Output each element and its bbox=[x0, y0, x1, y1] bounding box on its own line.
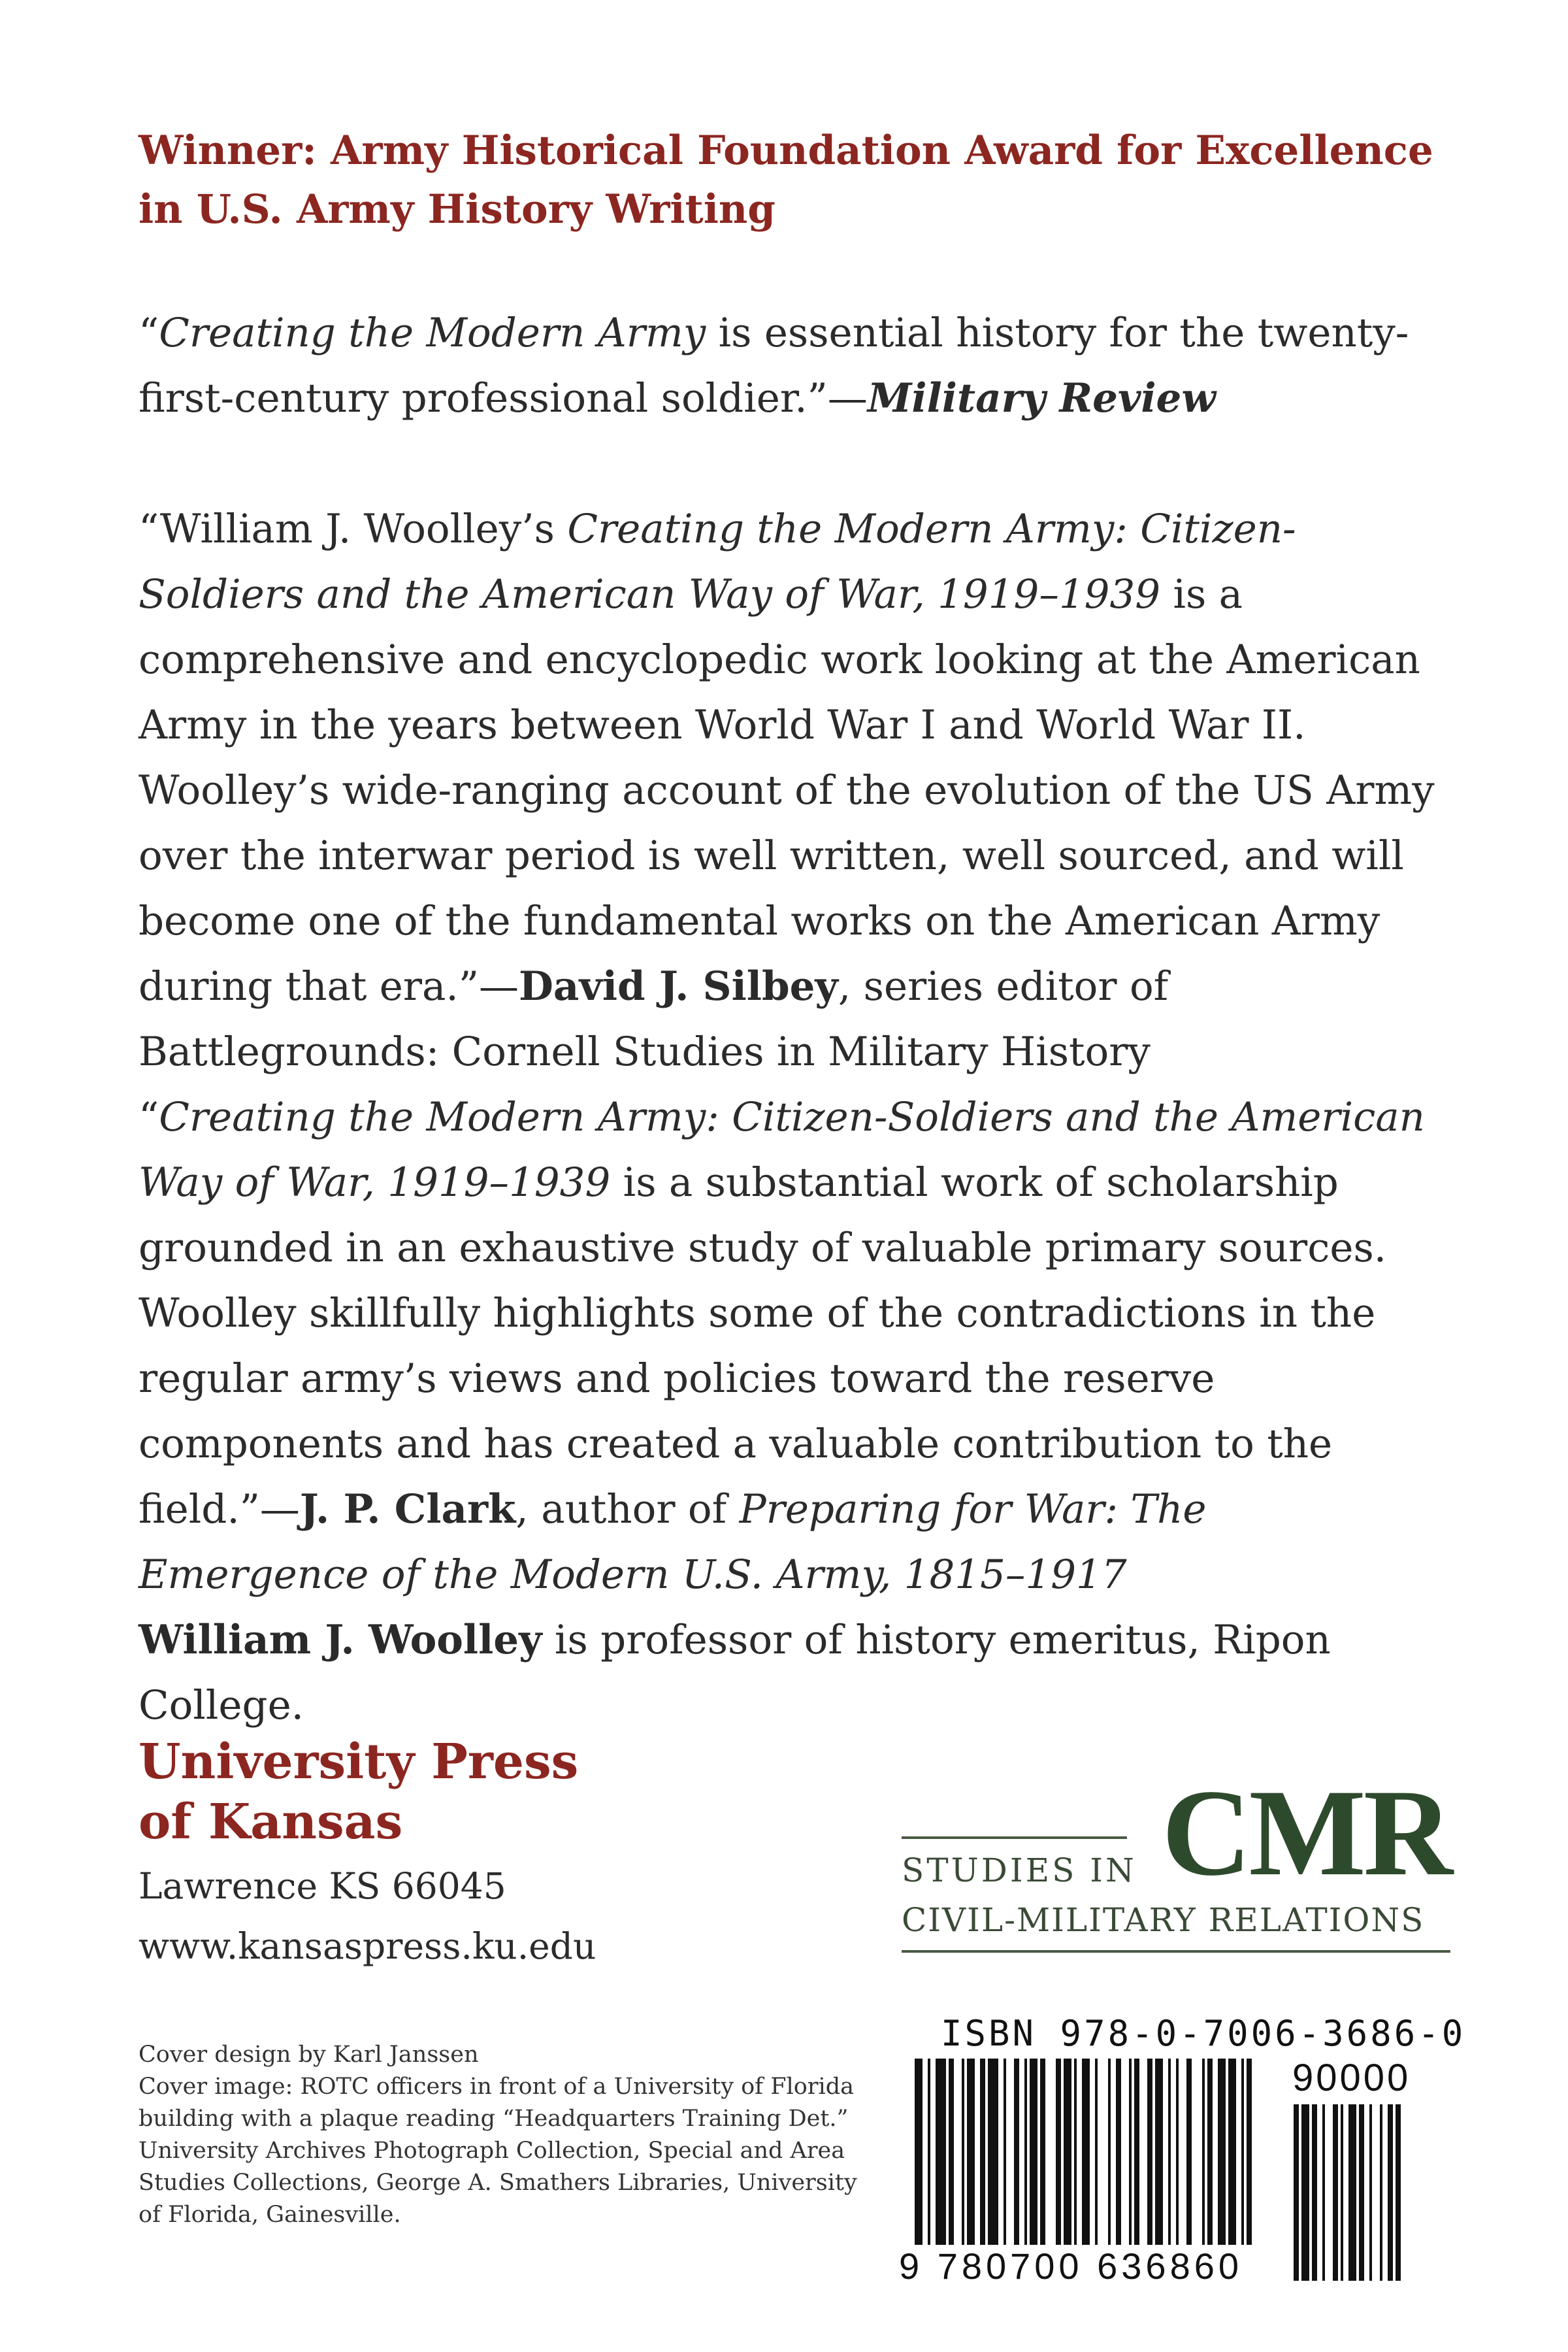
barcode-addon-bar bbox=[1312, 2104, 1317, 2281]
publisher-name-line-1: University Press bbox=[139, 1734, 579, 1790]
bio-text: is professor of history emeritus, Ripon College. bbox=[139, 1617, 1331, 1729]
barcode-addon-bar bbox=[1294, 2104, 1299, 2281]
barcode-bar bbox=[1186, 2059, 1192, 2245]
publisher-name bbox=[139, 1732, 578, 1852]
barcode-bar bbox=[1147, 2059, 1152, 2245]
barcode-bar bbox=[915, 2059, 923, 2245]
barcode-digits: 9 780700 636860 bbox=[899, 2245, 1243, 2287]
barcode-bar bbox=[967, 2059, 975, 2245]
review-quote-3 bbox=[139, 1085, 1445, 1608]
quote-source: Military Review bbox=[867, 375, 1216, 422]
barcode-bar bbox=[1176, 2059, 1179, 2245]
logo-rule-top bbox=[902, 1836, 1127, 1839]
barcode-bar bbox=[988, 2059, 998, 2245]
barcode-bar bbox=[1116, 2059, 1121, 2245]
quote-text: is a comprehensive and encyclopedic work looking at the American Army in the years between World War I and World War II. Woolley’s wide-ranging account of the evolution of the US Army over the interwar period is well written, well sourced, and will become one of the fundamental works on the American Army during that era.”— bbox=[139, 571, 1435, 1010]
quote-book: Preparing for War: The Emergence of the Modern U.S. Army, 1815–1917 bbox=[139, 1486, 1207, 1598]
barcode-bar bbox=[1247, 2059, 1252, 2245]
credit-design: Cover design by Karl Janssen bbox=[139, 2042, 479, 2068]
quote-affiliation: , series editor of Battlegrounds: Cornell Studies in Military History bbox=[139, 963, 1169, 1075]
logo-mark: CMR bbox=[1162, 1764, 1450, 1902]
quote-text: , author of bbox=[515, 1486, 740, 1532]
series-logo bbox=[902, 1764, 1450, 1961]
barcode-bar bbox=[1040, 2059, 1045, 2245]
award-line-2: in U.S. Army History Writing bbox=[139, 186, 776, 233]
quote-author: David J. Silbey bbox=[519, 963, 838, 1010]
barcode-bar bbox=[928, 2059, 930, 2245]
isbn-text: ISBN 978-0-7006-3686-0 bbox=[941, 2013, 1466, 2054]
barcode-bar bbox=[936, 2059, 946, 2245]
quote-text: is essential history for the twenty-first-century professional soldier.”— bbox=[139, 310, 1409, 422]
barcode-addon-bar bbox=[1369, 2104, 1372, 2281]
barcode-bar bbox=[1134, 2059, 1139, 2245]
barcode-bar bbox=[1082, 2059, 1090, 2245]
logo-line-1: STUDIES IN bbox=[902, 1851, 1137, 1889]
barcode-bar bbox=[1228, 2059, 1236, 2245]
logo-rule-bottom bbox=[902, 1950, 1450, 1953]
credit-image: Cover image: ROTC officers in front of a University of Florida building with a plaque reading “Headquarters Training Det.” University Archives Photograph Collection, Special and Area Studies Collections, George A. Smathers Libraries, University of Florida, Gainesville. bbox=[139, 2074, 857, 2228]
barcode-bar bbox=[1074, 2059, 1077, 2245]
quote-title: Creating the Modern Army bbox=[159, 310, 706, 356]
barcode-bar bbox=[1155, 2059, 1163, 2245]
barcode-addon-bar bbox=[1380, 2104, 1382, 2281]
barcode-bar bbox=[1014, 2059, 1019, 2245]
author-bio bbox=[139, 1608, 1445, 1738]
cover-credits bbox=[139, 2039, 877, 2231]
barcode-bar bbox=[1030, 2059, 1037, 2245]
award-line-1: Winner: Army Historical Foundation Award for Excellence bbox=[139, 127, 1433, 174]
quote-text: is a substantial work of scholarship grounded in an exhaustive study of valuable primary sources. Woolley skillfully highlights some of the contradictions in the regular army’s views and policies toward the reserve components and has created a valuable contribution to the field.”— bbox=[139, 1159, 1387, 1532]
quote-text: “William J. Woolley’s bbox=[139, 506, 568, 552]
barcode-bar bbox=[1056, 2059, 1061, 2245]
barcode-bar bbox=[1004, 2059, 1006, 2245]
barcode-bar bbox=[1207, 2059, 1213, 2245]
quote-title: Creating the Modern Army: Citizen-Soldiers and the American Way of War, 1919–1939 bbox=[139, 1094, 1425, 1206]
logo-line-2: CIVIL-MILITARY RELATIONS bbox=[902, 1901, 1425, 1939]
barcode-addon-bar bbox=[1396, 2104, 1401, 2281]
barcode-addon-bar bbox=[1322, 2104, 1325, 2281]
publisher-url: www.kansaspress.ku.edu bbox=[139, 1925, 596, 1967]
barcode-addon-bar bbox=[1333, 2104, 1338, 2281]
review-quote-1 bbox=[139, 301, 1445, 431]
barcode-bar bbox=[1064, 2059, 1071, 2245]
barcode-bar bbox=[1108, 2059, 1111, 2245]
barcode-bar bbox=[1024, 2059, 1027, 2245]
barcode-bar bbox=[1218, 2059, 1226, 2245]
barcode-bar bbox=[1168, 2059, 1171, 2245]
quote-title: Creating the Modern Army: Citizen-Soldiers and the American Way of War, 1919–1939 bbox=[139, 506, 1296, 618]
barcode-addon-bar bbox=[1341, 2104, 1343, 2281]
barcode-bar bbox=[980, 2059, 985, 2245]
barcode-addon-bar bbox=[1359, 2104, 1364, 2281]
barcode-bar bbox=[1129, 2059, 1132, 2245]
publisher-address bbox=[139, 1856, 596, 1976]
review-quote-2 bbox=[139, 497, 1445, 1085]
quote-open: “ bbox=[139, 1094, 159, 1140]
barcode-addon-bar bbox=[1388, 2104, 1393, 2281]
barcode-bar bbox=[949, 2059, 954, 2245]
barcode-addon-bar bbox=[1348, 2104, 1356, 2281]
barcode-addon-bar bbox=[1301, 2104, 1309, 2281]
publisher-city: Lawrence KS 66045 bbox=[139, 1865, 506, 1907]
barcode-bar bbox=[1241, 2059, 1244, 2245]
author-name: William J. Woolley bbox=[139, 1617, 542, 1663]
barcode-bar bbox=[962, 2059, 964, 2245]
award-statement bbox=[139, 122, 1445, 239]
publisher-name-line-2: of Kansas bbox=[139, 1794, 403, 1850]
barcode-addon-digits: 90000 bbox=[1292, 2057, 1411, 2099]
barcode-bar bbox=[1095, 2059, 1098, 2245]
quote-open: “ bbox=[139, 310, 159, 356]
barcode-bar bbox=[1202, 2059, 1205, 2245]
quote-author: J. P. Clark bbox=[299, 1486, 516, 1532]
